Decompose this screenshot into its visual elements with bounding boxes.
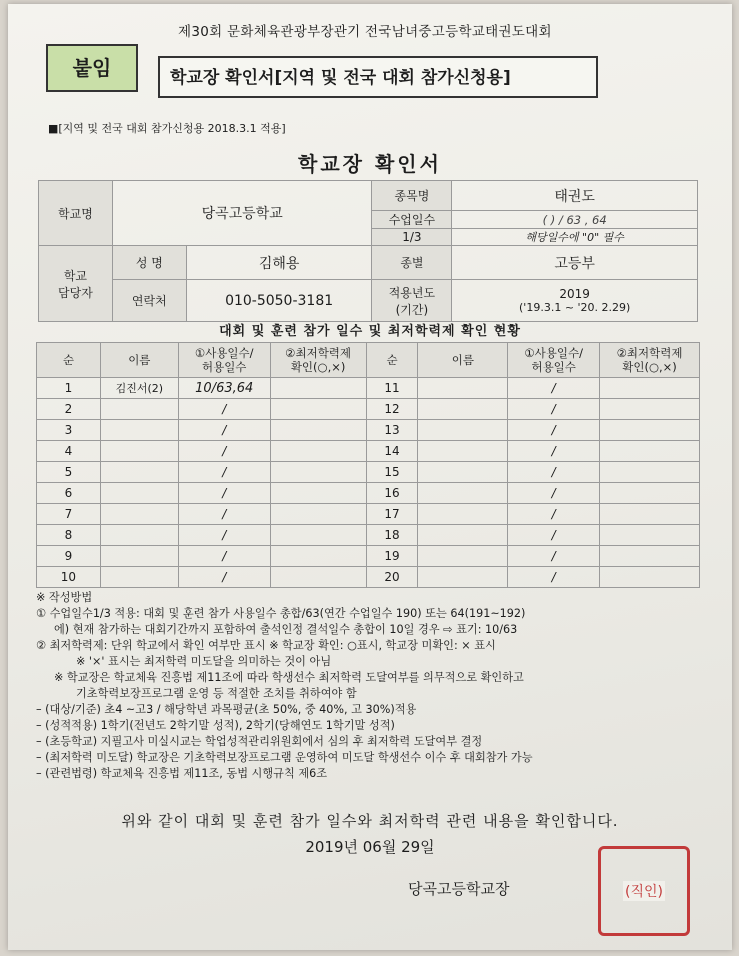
year-value-line2: ('19.3.1 ~ '20. 2.29) — [519, 301, 631, 314]
table-cell — [418, 462, 508, 483]
days-value: ( ) / 63 , 64 — [452, 211, 698, 229]
table-cell: 19 — [366, 546, 418, 567]
table-cell — [100, 483, 178, 504]
table-cell — [270, 399, 366, 420]
table-cell: 18 — [366, 525, 418, 546]
table-row — [37, 399, 700, 420]
year-label-line1: 적용년도 — [388, 285, 436, 300]
table-cell: / — [508, 399, 600, 420]
table-cell: 13 — [366, 420, 418, 441]
table-cell: 5 — [37, 462, 101, 483]
table-cell — [100, 399, 178, 420]
header-line: ①사용일수/ — [524, 346, 583, 360]
instructions — [36, 590, 706, 782]
category-value: 고등부 — [452, 246, 698, 280]
table-cell — [100, 567, 178, 588]
phone-value: 010-5050-3181 — [186, 280, 372, 322]
table-cell: / — [178, 546, 270, 567]
table-cell: / — [508, 441, 600, 462]
table-cell: 2 — [37, 399, 101, 420]
table-cell — [270, 420, 366, 441]
col-days-right — [508, 343, 600, 378]
note-line: 에) 현재 참가하는 대회기간까지 포함하여 출석인정 결석일수 총합이 10일 경우 ⇨ 표기: 10/63 — [54, 623, 518, 636]
attendance-title: 대회 및 훈련 참가 일수 및 최저학력제 확인 현황 — [219, 324, 521, 339]
table-cell — [270, 462, 366, 483]
table-cell — [600, 546, 700, 567]
note-line: – (초등학교) 지필고사 미실시교는 학업성적관리위원회에서 심의 후 최저학력 도달여부 결정 — [36, 735, 483, 748]
phone-label: 연락처 — [112, 280, 186, 322]
table-cell — [600, 420, 700, 441]
note-line: – (관련법령) 학교체육 진흥법 제11조, 동법 시행규칙 제6조 — [36, 767, 328, 780]
table-row — [37, 420, 700, 441]
category-label: 종별 — [372, 246, 452, 280]
table-row — [37, 525, 700, 546]
table-cell — [100, 546, 178, 567]
table-cell — [100, 504, 178, 525]
seal-text: (직인) — [623, 881, 665, 901]
year-label-line2: (기간) — [395, 302, 429, 317]
form-title: 학교장 확인서[지역 및 전국 대회 참가신청용] — [158, 56, 598, 98]
table-cell: 7 — [37, 504, 101, 525]
table-cell — [270, 483, 366, 504]
table-cell: 8 — [37, 525, 101, 546]
note-line: ② 최저학력제: 단위 학교에서 확인 여부만 표시 ※ 학교장 확인: ○표시, 학교장 미확인: × 표시 — [36, 639, 496, 652]
table-row — [37, 462, 700, 483]
days-hint: 해당일수에 "0" 필수 — [452, 229, 698, 246]
table-row — [37, 504, 700, 525]
table-cell: / — [508, 525, 600, 546]
table-cell — [270, 525, 366, 546]
school-name-value: 당곡고등학교 — [112, 181, 372, 246]
table-cell: / — [508, 546, 600, 567]
table-cell — [600, 441, 700, 462]
col-name-left: 이름 — [100, 343, 178, 378]
col-name-right: 이름 — [418, 343, 508, 378]
issue-date: 2019년 06월 29일 — [305, 838, 435, 856]
header-line: 허용일수 — [531, 360, 576, 374]
table-cell: / — [508, 462, 600, 483]
table-cell — [418, 378, 508, 399]
contact-label-line2: 담당자 — [58, 285, 93, 300]
table-cell — [418, 525, 508, 546]
table-cell — [270, 441, 366, 462]
instructions-heading: ※ 작성방법 — [36, 591, 93, 604]
document-title: 학교장 확인서 — [298, 152, 442, 176]
table-cell — [270, 504, 366, 525]
col-no-left: 순 — [37, 343, 101, 378]
table-cell — [418, 420, 508, 441]
table-cell: 11 — [366, 378, 418, 399]
col-grade-left — [270, 343, 366, 378]
sport-label: 종목명 — [372, 181, 452, 211]
table-cell — [600, 462, 700, 483]
table-row — [37, 441, 700, 462]
col-grade-right — [600, 343, 700, 378]
note-line: ① 수업일수1/3 적용: 대회 및 훈련 참가 사용일수 총합/63(연간 수업일수 190) 또는 64(191~192) — [36, 607, 526, 620]
sport-value: 태권도 — [452, 181, 698, 211]
year-label — [372, 280, 452, 322]
name-label: 성 명 — [112, 246, 186, 280]
table-cell — [600, 504, 700, 525]
table-cell: 3 — [37, 420, 101, 441]
table-cell: / — [508, 378, 600, 399]
col-days-left — [178, 343, 270, 378]
table-cell: / — [178, 567, 270, 588]
note-line: – (대상/기준) 초4 ~고3 / 해당학년 과목평균(초 50%, 중 40%, 고 30%)적용 — [36, 703, 417, 716]
table-cell: / — [178, 399, 270, 420]
header-line: 허용일수 — [201, 360, 247, 374]
official-seal-icon — [598, 846, 690, 936]
table-cell — [270, 546, 366, 567]
table-cell: 4 — [37, 441, 101, 462]
document-page — [8, 4, 732, 950]
table-row — [37, 483, 700, 504]
table-cell — [600, 378, 700, 399]
table-cell — [600, 525, 700, 546]
table-cell: 1 — [37, 378, 101, 399]
contact-label-line1: 학교 — [63, 268, 88, 283]
col-no-right: 순 — [366, 343, 418, 378]
note-line: ※ '×' 표시는 최저학력 미도달을 의미하는 것이 아님 — [76, 655, 332, 668]
contact-label — [39, 246, 113, 322]
table-cell: 10/63,64 — [178, 378, 270, 399]
name-value: 김해용 — [186, 246, 372, 280]
school-name-label: 학교명 — [39, 181, 113, 246]
header-line: ①사용일수/ — [194, 346, 254, 360]
header-line: ②최저학력제 — [285, 346, 352, 360]
year-value — [452, 280, 698, 322]
days-fraction-label: 1/3 — [372, 229, 452, 246]
table-row — [37, 546, 700, 567]
note-line: – (최저학력 미도달) 학교장은 기초학력보장프로그램 운영하여 미도달 학생선수 이수 후 대회참가 가능 — [36, 751, 533, 764]
table-cell — [100, 525, 178, 546]
note-line: – (성적적용) 1학기(전년도 2학기말 성적), 2학기(당해연도 1학기말 성적) — [36, 719, 395, 732]
table-cell — [418, 399, 508, 420]
table-cell: 14 — [366, 441, 418, 462]
table-cell: 10 — [37, 567, 101, 588]
table-cell — [600, 399, 700, 420]
school-info-table — [38, 180, 698, 322]
table-cell — [270, 567, 366, 588]
table-cell — [100, 462, 178, 483]
year-value-line1: 2019 — [559, 287, 590, 301]
table-cell: 15 — [366, 462, 418, 483]
confirmation-text: 위와 같이 대회 및 훈련 참가 일수와 최저학력 관련 내용을 확인합니다. — [121, 812, 619, 830]
table-cell — [100, 420, 178, 441]
table-cell: / — [178, 420, 270, 441]
table-cell: / — [508, 567, 600, 588]
attendance-table — [36, 342, 700, 588]
table-cell — [600, 483, 700, 504]
days-label: 수업일수 — [372, 211, 452, 229]
table-cell — [418, 546, 508, 567]
table-cell — [418, 504, 508, 525]
table-cell — [418, 441, 508, 462]
table-cell: / — [178, 525, 270, 546]
table-cell — [600, 567, 700, 588]
note-line: ※ 학교장은 학교체육 진흥법 제11조에 따라 학생선수 최저학력 도달여부를 의무적으로 확인하고 — [54, 671, 524, 684]
event-title: 제30회 문화체육관광부장관기 전국남녀중고등학교태권도대회 — [178, 24, 552, 40]
table-cell: 12 — [366, 399, 418, 420]
table-cell — [100, 441, 178, 462]
table-cell: 20 — [366, 567, 418, 588]
table-cell — [418, 567, 508, 588]
table-cell: / — [508, 483, 600, 504]
attendance-header-row — [37, 343, 700, 378]
table-cell: / — [178, 483, 270, 504]
table-cell: / — [508, 420, 600, 441]
table-cell: 6 — [37, 483, 101, 504]
table-cell: 9 — [37, 546, 101, 567]
table-cell: 17 — [366, 504, 418, 525]
table-cell: / — [178, 462, 270, 483]
header-line: 확인(○,×) — [622, 360, 677, 374]
header-line: 확인(○,×) — [290, 360, 346, 374]
header-line: ②최저학력제 — [616, 346, 683, 360]
standard-note: ■[지역 및 전국 대회 참가신청용 2018.3.1 적용] — [48, 122, 286, 135]
table-cell: / — [178, 441, 270, 462]
table-cell — [418, 483, 508, 504]
table-cell — [270, 378, 366, 399]
note-line: 기초학력보장프로그램 운영 등 적절한 조치를 취하여야 함 — [76, 687, 357, 700]
table-cell: 김진서(2) — [100, 378, 178, 399]
table-cell: 16 — [366, 483, 418, 504]
table-row — [37, 567, 700, 588]
principal-name: 당곡고등학교장 — [408, 880, 510, 898]
table-cell: / — [178, 504, 270, 525]
table-row — [37, 378, 700, 399]
attachment-badge: 붙임 — [46, 44, 138, 92]
table-cell: / — [508, 504, 600, 525]
